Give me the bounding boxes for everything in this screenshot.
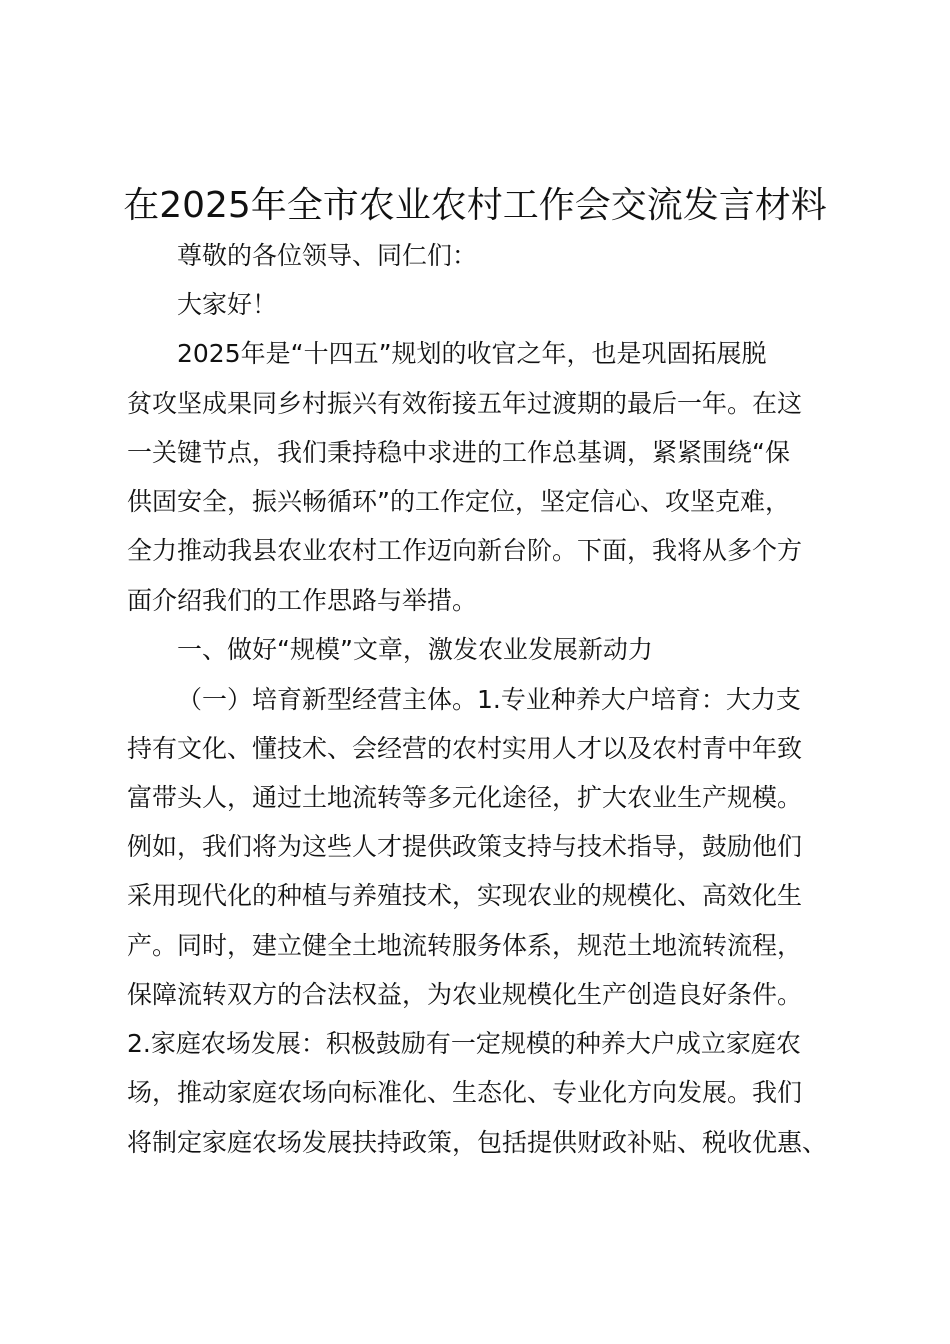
- paragraph-line: 贫攻坚成果同乡村振兴有效衔接五年过渡期的最后一年。在这: [127, 389, 803, 418]
- paragraph-line: 富带头人，通过土地流转等多元化途径，扩大农业生产规模。: [127, 783, 803, 812]
- paragraph-line: （一）培育新型经营主体。1.专业种养大户培育：大力支: [177, 685, 801, 714]
- paragraph-line: 2025年是“十四五”规划的收官之年，也是巩固拓展脱: [177, 339, 767, 368]
- paragraph-line: 面介绍我们的工作思路与举措。: [127, 586, 478, 615]
- paragraph-line: 将制定家庭农场发展扶持政策，包括提供财政补贴、税收优惠、: [127, 1128, 828, 1157]
- paragraph-line: 一关键节点，我们秉持稳中求进的工作总基调，紧紧围绕“保: [127, 438, 790, 467]
- paragraph-line: 保障流转双方的合法权益，为农业规模化生产创造良好条件。: [127, 980, 803, 1009]
- greeting: 大家好！: [177, 290, 278, 319]
- paragraph-line: 场，推动家庭农场向标准化、生态化、专业化方向发展。我们: [127, 1078, 803, 1107]
- paragraph-line: 持有文化、懂技术、会经营的农村实用人才以及农村青中年致: [127, 734, 803, 763]
- section-heading: 一、做好“规模”文章，激发农业发展新动力: [177, 635, 653, 664]
- paragraph-line: 产。同时，建立健全土地流转服务体系，规范土地流转流程，: [127, 931, 803, 960]
- paragraph-line: 供固安全，振兴畅循环”的工作定位，坚定信心、攻坚克难，: [127, 487, 790, 516]
- paragraph-line: 例如，我们将为这些人才提供政策支持与技术指导，鼓励他们: [127, 832, 803, 861]
- salutation: 尊敬的各位领导、同仁们：: [177, 241, 478, 270]
- document-title: 在2025年全市农业农村工作会交流发言材料: [123, 185, 827, 226]
- paragraph-line: 采用现代化的种植与养殖技术，实现农业的规模化、高效化生: [127, 881, 803, 910]
- paragraph-line: 全力推动我县农业农村工作迈向新台阶。下面，我将从多个方: [127, 536, 803, 565]
- paragraph-line: 2.家庭农场发展：积极鼓励有一定规模的种养大户成立家庭农: [127, 1029, 801, 1058]
